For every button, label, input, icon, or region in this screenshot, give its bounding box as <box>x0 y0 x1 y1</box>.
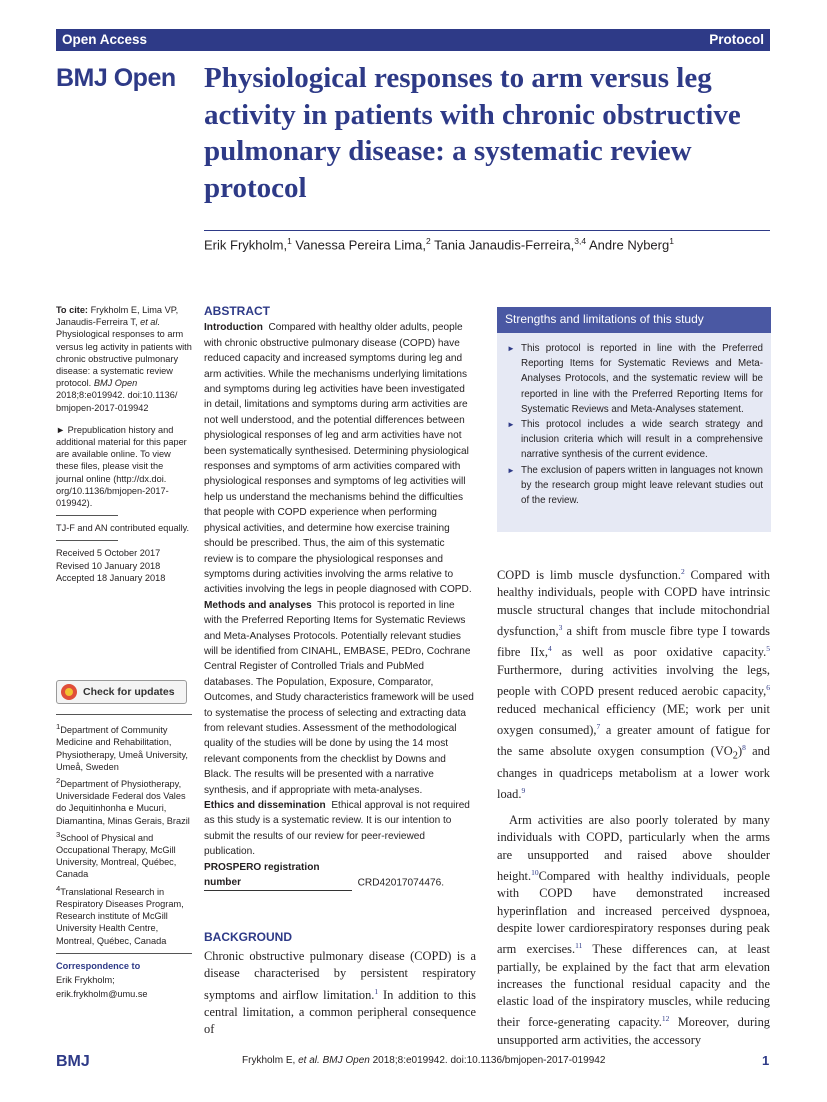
text: as well as poor oxidative capacity. <box>551 645 767 660</box>
received-date: Received 5 October 2017 <box>56 548 161 559</box>
correspondence-heading: Correspondence to <box>56 960 141 971</box>
strengths-list <box>497 333 771 508</box>
abstract-ethics <box>204 798 474 860</box>
list-item-text: The exclusion of papers written in languages not known by the research group might leave relevant studies out of the review. <box>521 464 763 507</box>
affiliation-text: Department of Physiotherapy, Universidade Federal dos Vales do Jequitinhonha e Mucuri, Diamantina, Minas Gerais, Brazil <box>56 779 190 826</box>
top-banner <box>56 29 770 51</box>
section-label: PROSPERO registration number <box>204 860 352 892</box>
author-affiliation: 1 <box>669 236 674 246</box>
reference-link[interactable]: 2 <box>680 567 685 576</box>
footer-citation <box>242 1055 605 1066</box>
author-affiliation: 2 <box>425 236 431 246</box>
reference-link[interactable]: 12 <box>661 1014 670 1024</box>
strengths-heading: Strengths and limitations of this study <box>497 307 771 333</box>
affiliation-num: 4 <box>56 883 61 893</box>
open-access-label: Open Access <box>62 32 148 47</box>
page-footer <box>0 1050 827 1080</box>
bullet-icon: ► <box>507 465 515 475</box>
author-name: Tania Janaudis-Ferreira, <box>434 237 575 253</box>
revised-date: Revised 10 January 2018 <box>56 560 161 571</box>
journal-logo: BMJ Open <box>56 64 176 92</box>
divider <box>56 540 118 541</box>
text: Chronic obstructive pulmonary disease (COPD) is a disease characterised by persistent respiratory symptoms and airflow limitation. <box>204 949 476 1002</box>
text: In addition to this central limitation, a common peripheral consequence of <box>204 987 476 1037</box>
section-text: Ethical approval is not required as this study is a systematic review. It is our intention to submit the results of our review for peer-reviewed publication. <box>204 800 470 858</box>
reference-link[interactable]: 8 <box>742 743 746 753</box>
list-item <box>507 341 763 417</box>
text: Compared with healthy individuals, people with COPD have intrinsic muscle structural changes that include mitochondrial dysfunction, <box>497 568 770 639</box>
text: COPD is limb muscle dysfunction. <box>497 568 681 583</box>
reference-link[interactable]: 11 <box>575 941 583 951</box>
abstract-introduction <box>204 320 474 597</box>
text: a greater amount of fatigue for the same absolute oxygen consumption (VO <box>497 723 770 759</box>
cite-etal: et al. <box>140 317 161 328</box>
body-column-left <box>204 948 476 1039</box>
citation-block <box>56 304 192 414</box>
accepted-date: Accepted 18 January 2018 <box>56 572 166 583</box>
cite-label: To cite: <box>56 305 88 315</box>
prepublication-note: ► Prepublication history and additional material for this paper are available online. To view these files, please visit the journal online (http://dx.doi. org/10.1136/bmjopen-2017- 019942). <box>56 424 187 509</box>
cite-journal: BMJ Open <box>93 378 138 389</box>
affiliation-text: School of Physical and Occupational Therapy, McGill University, Montreal, Québec, Canada <box>56 832 177 880</box>
check-for-updates-label: Check for updates <box>83 685 175 698</box>
text: Compared with healthy individuals, people with COPD have demonstrated increased hyperinflation and increased perceived dyspnoea, despite lower cardiorespiratory responses during peak arm exercises. <box>497 868 770 957</box>
list-item-text: This protocol includes a wide search strategy and inclusion criteria which will result in a comprehensive narrative synthesis of the current evidence. <box>521 419 763 461</box>
list-item-text: This protocol is reported in line with the Preferred Reporting Items for Systematic Reviews and Meta-Analyses Protocols, and the systematic review will be reported in line with the Preferred Reporting Items for Systematic Reviews and Meta-Analyses statement. <box>521 343 763 415</box>
affiliation-text: Translational Research in Respiratory Diseases Program, Research institute of McGill University Health Centre, Montreal, Québec, Canada <box>56 886 184 946</box>
page-number: 1 <box>762 1053 770 1068</box>
background-heading: BACKGROUND <box>204 930 292 944</box>
divider <box>56 515 118 516</box>
reference-link[interactable]: 10 <box>531 867 539 877</box>
prospero-number: CRD42017074476. <box>357 877 445 889</box>
divider <box>56 953 192 954</box>
abstract-prospero <box>204 860 474 892</box>
paragraph <box>497 563 770 804</box>
cite-tail: 2018;8:e019942. doi:10.1136/ bmjopen-2017-019942 <box>56 390 178 413</box>
section-text: Compared with healthy older adults, people with chronic obstructive pulmonary disease (COPD) have reduced capacity and increased symptoms during leg and arm activities. While the mechanisms underlying limitations and symptoms during leg activities have been investigated in detail, limitations and symptoms during arm activities are not well understood, and the potential differences between physiological responses of leg and arm activities have not been systematically synthesised. Determining physiological responses and symptoms of arm activities compared with physiological responses and symptoms of leg activities will help us understand the mechanisms behind the difficulties that people with COPD experience when performing physical activities, and determine how exercise training should be prescribed. Thus, the aim of this systematic review is to compare the physiological responses and symptoms during activities involving the arms relative to activities involving the legs in people diagnosed with COPD. <box>204 322 472 596</box>
article-type-label: Protocol <box>709 32 764 47</box>
affiliation-num: 2 <box>56 775 61 785</box>
abstract-methods <box>204 598 474 798</box>
reference-link[interactable]: 5 <box>766 644 770 654</box>
reference-link[interactable]: 6 <box>766 683 770 693</box>
text: ) <box>737 744 743 759</box>
abstract-heading: ABSTRACT <box>204 304 270 318</box>
author-name: Andre Nyberg <box>589 237 670 253</box>
list-item <box>507 463 763 509</box>
text: BMJ Open <box>322 1055 370 1066</box>
author-list <box>204 236 674 252</box>
correspondence-name: Erik Frykholm; <box>56 974 115 985</box>
divider <box>56 714 192 715</box>
affiliations <box>56 721 192 1000</box>
sidebar <box>56 304 192 1002</box>
footer-logo: BMJ <box>56 1053 90 1070</box>
paragraph <box>204 948 476 1039</box>
subscript: 2 <box>732 750 738 762</box>
reference-link[interactable]: 9 <box>521 786 526 796</box>
abstract <box>204 304 474 891</box>
text: These differences can, at least partially, be explained by the fact that arm elevation increases the functional residual capacity and the elastic load of the inspiratory muscles, while reducing their force-generating capacity. <box>497 942 770 1030</box>
text: Arm activities are also poorly tolerated by many individuals with COPD, particularly when the arms are unsupported and raised above shoulder height. <box>497 812 770 883</box>
author-affiliation: 3,4 <box>574 236 587 246</box>
reference-link[interactable]: 3 <box>558 623 563 633</box>
text: 2018;8:e019942. doi:10.1136/bmjopen-2017-019942 <box>372 1055 606 1066</box>
section-text: This protocol is reported in line with the Preferred Reporting Items for Systematic Reviews and Meta-Analyses Protocols. Potentially relevant studies will be identified from CINAHL, EMBASE, PEDro, Cochrane Central Register of Controlled Trials and PubMed databases. The Population, Exposure, Comparator, Outcomes, and Study characteristics framework will be used to systematise the process of selecting and extracting data from relevant studies. Assessment of the methodological quality of the studies will be done by using the 14 most relevant components from the checklist by Downs and Black. The results will be presented with a narrative synthesis, and if appropriate with meta-analyses. <box>204 599 474 796</box>
list-item <box>507 417 763 463</box>
affiliation-num: 3 <box>56 829 61 839</box>
cite-body: Physiological responses to arm versus leg activity in patients with chronic obstructive pulmonary disease: a systematic review protocol. <box>56 329 192 389</box>
article-title: Physiological responses to arm versus leg activity in patients with chronic obstructive pulmonary disease: a systematic review protocol <box>204 62 741 204</box>
affiliation-num: 1 <box>56 722 61 732</box>
reference-link[interactable]: 4 <box>547 644 552 654</box>
affiliation-item <box>56 775 192 827</box>
text: reduced mechanical efficiency (ME; work per unit oxygen consumed), <box>497 701 770 737</box>
author-affiliation: 1 <box>287 236 292 246</box>
affiliation-item <box>56 829 192 881</box>
crossmark-icon <box>61 684 77 700</box>
section-label: Ethics and dissemination <box>204 800 326 811</box>
contribution-note: TJ-F and AN contributed equally. <box>56 523 190 534</box>
author-name: Erik Frykholm, <box>204 237 288 253</box>
cite-names: Frykholm E, Lima VP, Janaudis-Ferreira T, <box>56 305 179 328</box>
text: Moreover, during unsupported arm activities, the accessory <box>497 1015 770 1047</box>
check-for-updates-button[interactable] <box>56 680 187 704</box>
bullet-icon: ► <box>507 344 515 353</box>
section-label: Introduction <box>204 322 263 334</box>
body-column-right <box>497 563 770 1049</box>
title-divider <box>204 230 770 231</box>
affiliation-item <box>56 721 192 773</box>
section-label: Methods and analyses <box>204 599 312 611</box>
reference-link[interactable]: 7 <box>596 721 601 731</box>
text: a shift from muscle fibre type I towards fibre IIx, <box>497 624 770 660</box>
affiliation-item <box>56 883 192 947</box>
text: Furthermore, during activities involving the legs, people with COPD present reduced aerobic capacity, <box>497 662 770 699</box>
text: et al. <box>298 1055 320 1066</box>
text: Frykholm E, <box>242 1055 296 1066</box>
correspondence-email[interactable]: erik.frykholm@umu.se <box>56 989 148 1000</box>
bullet-icon: ► <box>507 420 515 430</box>
text: and changes in quadriceps metabolism at a lower work load. <box>497 744 770 802</box>
reference-link[interactable]: 1 <box>374 986 379 996</box>
affiliation-text: Department of Community Medicine and Rehabilitation, Physiotherapy, Umeå University, Umeå, Sweden <box>56 725 188 772</box>
paragraph <box>497 812 770 1049</box>
author-name: Vanessa Pereira Lima, <box>295 237 426 253</box>
strengths-box <box>497 307 771 532</box>
